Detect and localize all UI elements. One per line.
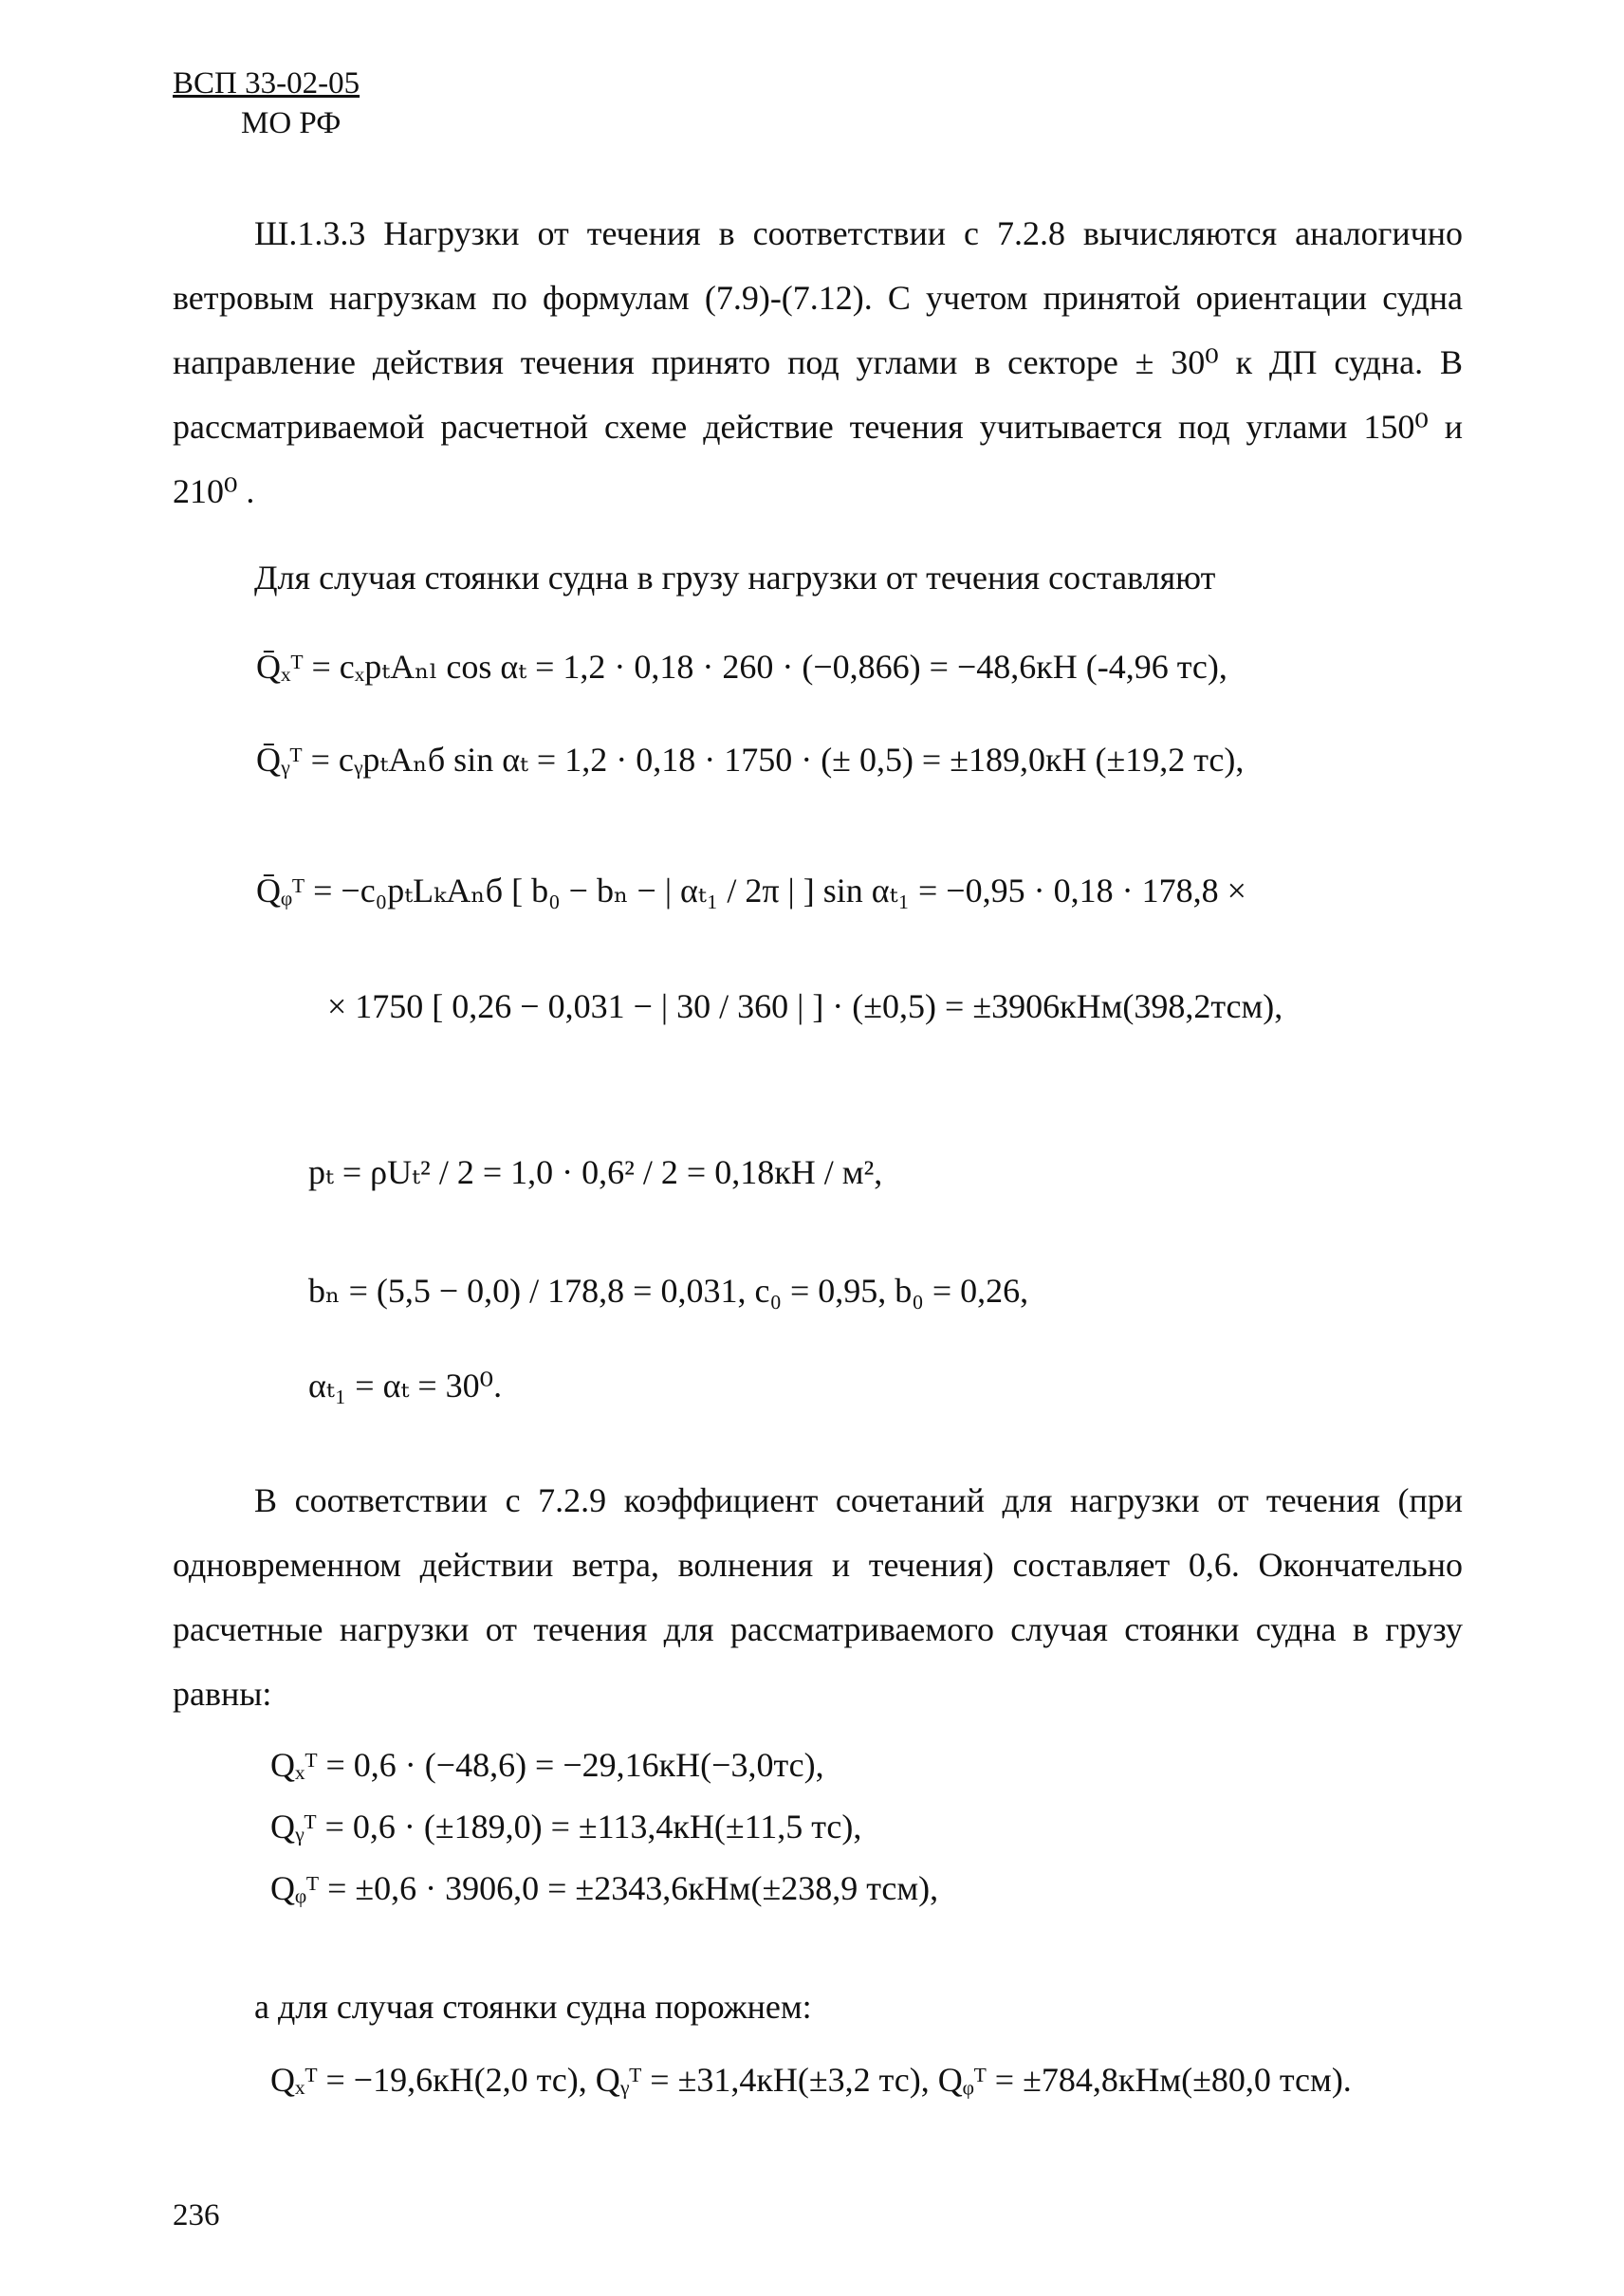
equation-empty-loads: Qₓᵀ = −19,6кН(2,0 тс), Qᵧᵀ = ±31,4кН(±3,2 тс), Qᵩᵀ = ±784,8кНм(±80,0 тсм). <box>270 2061 1352 2099</box>
equation-alpha: αₜ₁ = αₜ = 30⁰. <box>308 1367 503 1405</box>
paragraph-combination <box>173 1468 1463 1726</box>
equation-qx: Q̄ₓᵀ = cₓpₜAₙₗ cos αₜ = 1,2 · 0,18 · 260 · (−0,866) = −48,6кН (-4,96 тс), <box>256 648 1227 686</box>
equation-final-qy: Qᵧᵀ = 0,6 · (±189,0) = ±113,4кН(±11,5 тс), <box>270 1808 862 1846</box>
equation-qphi-line1: Q̄ᵩᵀ = −c₀pₜLₖAₙб [ b₀ − bₙ − | αₜ₁ / 2π | ] sin αₜ₁ = −0,95 · 0,18 · 178,8 × <box>256 872 1246 909</box>
paragraph-loaded-text: Для случая стоянки судна в грузу нагрузки от течения составляют <box>254 559 1216 597</box>
equation-qphi-line2: × 1750 [ 0,26 − 0,031 − | 30 / 360 | ] · (±0,5) = ±3906кНм(398,2тсм), <box>327 987 1283 1025</box>
paragraph-combination-text: В соответствии с 7.2.9 коэффициент сочетаний для нагрузки от течения (при одновременном действии ветра, волнения и течения) составляет 0,6. Окончательно расчетные нагрузки от течения для рассматриваемого случая стоянки судна в грузу равны: <box>173 1481 1463 1713</box>
doc-org: МО РФ <box>241 106 341 140</box>
page-number: 236 <box>173 2198 220 2232</box>
equation-qy: Q̄ᵧᵀ = cᵧpₜAₙб sin αₜ = 1,2 · 0,18 · 1750 · (± 0,5) = ±189,0кН (±19,2 тс), <box>256 741 1245 779</box>
equation-final-qx: Qₓᵀ = 0,6 · (−48,6) = −29,16кН(−3,0тс), <box>270 1746 824 1784</box>
paragraph-intro-text: Нагрузки от течения в соответствии с 7.2.8 вычисляются аналогично ветровым нагрузкам по формулам (7.9)-(7.12). С учетом принятой ориентации судна направление действия течения принято под углами в секторе ± 30⁰ к ДП судна. В рассматриваемой расчетной схеме действие течения учитывается под углами 150⁰ и 210⁰ . <box>173 214 1463 510</box>
doc-code: ВСП 33-02-05 <box>173 66 360 101</box>
paragraph-intro <box>173 201 1463 523</box>
equation-pt: pₜ = ρUₜ² / 2 = 1,0 · 0,6² / 2 = 0,18кН / м², <box>308 1153 883 1191</box>
paragraph-loaded <box>173 545 1463 610</box>
paragraph-empty <box>173 1975 1463 2039</box>
equation-final-qphi: Qᵩᵀ = ±0,6 · 3906,0 = ±2343,6кНм(±238,9 тсм), <box>270 1869 939 1907</box>
equation-bn: bₙ = (5,5 − 0,0) / 178,8 = 0,031, c₀ = 0,95, b₀ = 0,26, <box>308 1272 1029 1310</box>
paragraph-empty-text: а для случая стоянки судна порожнем: <box>254 1988 812 2026</box>
clause-number: Ш.1.3.3 <box>254 214 366 252</box>
